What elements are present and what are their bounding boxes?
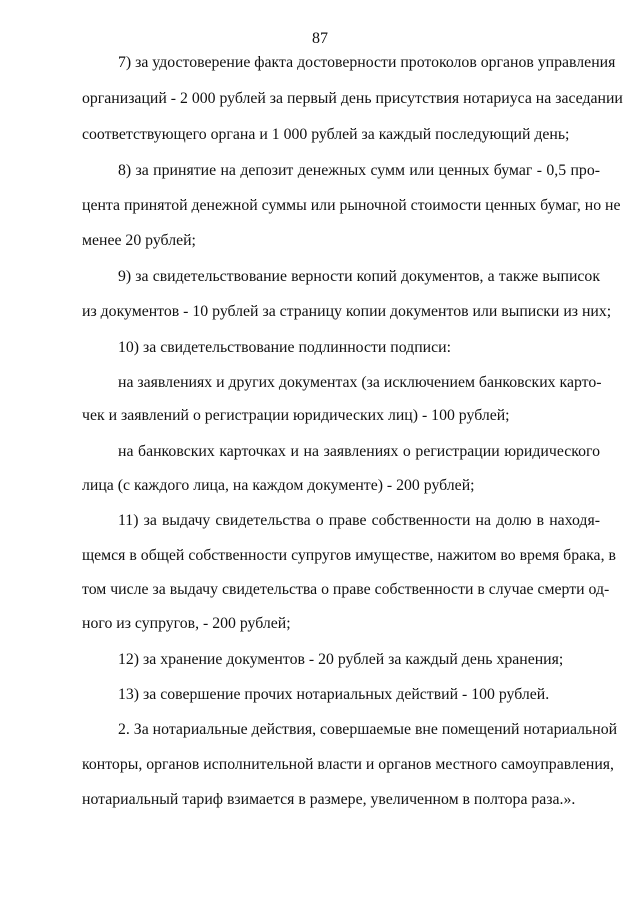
text-line: нотариальный тариф взимается в размере, увеличенном в полтора раза.».: [82, 791, 576, 808]
text-line: на заявлениях и других документах (за исключением банковских карто-: [118, 374, 602, 391]
text-line: на банковских карточках и на заявлениях о регистрации юридического: [118, 443, 600, 460]
text-line: лица (с каждого лица, на каждом документе) - 200 рублей;: [82, 477, 475, 494]
text-line: организаций - 2 000 рублей за первый день присутствия нотариуса на заседании: [82, 90, 623, 107]
text-line: менее 20 рублей;: [82, 232, 196, 249]
page-number: 87: [312, 30, 328, 47]
text-line: соответствующего органа и 1 000 рублей за каждый последующий день;: [82, 126, 570, 143]
text-line: 7) за удостоверение факта достоверности протоколов органов управления: [118, 54, 616, 71]
text-line: ного из супругов, - 200 рублей;: [82, 615, 291, 632]
text-line: щемся в общей собственности супругов имуществе, нажитом во время брака, в: [82, 547, 616, 564]
text-line: 13) за совершение прочих нотариальных действий - 100 рублей.: [118, 686, 550, 703]
text-line: 10) за свидетельствование подлинности подписи:: [118, 339, 451, 356]
text-line: 11) за выдачу свидетельства о праве собственности на долю в находя-: [118, 512, 600, 529]
text-line: 12) за хранение документов - 20 рублей за каждый день хранения;: [118, 651, 564, 668]
text-line: из документов - 10 рублей за страницу копии документов или выписки из них;: [82, 303, 612, 320]
text-line: 8) за принятие на депозит денежных сумм или ценных бумаг - 0,5 про-: [118, 162, 600, 179]
text-line: 9) за свидетельствование верности копий документов, а также выписок: [118, 268, 600, 285]
text-line: конторы, органов исполнительной власти и органов местного самоуправления,: [82, 756, 614, 773]
text-line: цента принятой денежной суммы или рыночной стоимости ценных бумаг, но не: [82, 197, 621, 214]
text-line: 2. За нотариальные действия, совершаемые вне помещений нотариальной: [118, 721, 618, 738]
text-line: том числе за выдачу свидетельства о праве собственности в случае смерти од-: [82, 581, 610, 598]
text-line: чек и заявлений о регистрации юридических лиц) - 100 рублей;: [82, 407, 510, 424]
